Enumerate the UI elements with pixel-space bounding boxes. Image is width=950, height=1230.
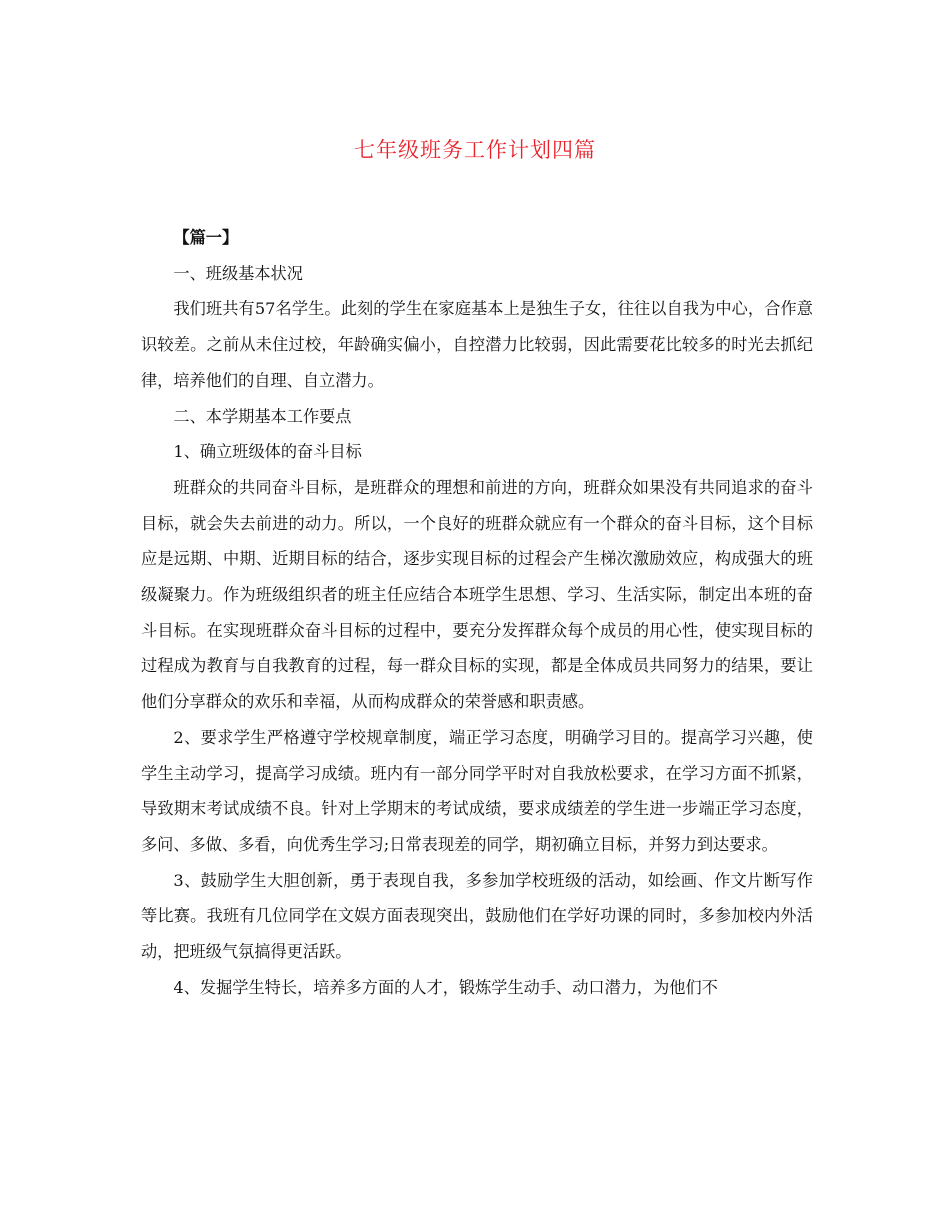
document-title: 七年级班务工作计划四篇 bbox=[354, 138, 596, 162]
paragraph-collective-goals: 班群众的共同奋斗目标，是班群众的理想和前进的方向，班群众如果没有共同追求的奋斗目标，就会失去前进的动力。所以，一个良好的班群众就应有一个群众的奋斗目标，这个目标应是远期、中期、近期目标的结合，逐步实现目标的过程会产生梯次激励效应，构成强大的班级凝聚力。作为班级组织者的班主任应结合本班学生思想、学习、生活实际，制定出本班的奋斗目标。在实现班群众奋斗目标的过程中，要充分发挥群众每个成员的用心性，使实现目标的过程成为教育与自我教育的过程，每一群众目标的实现，都是全体成员共同努力的结果，要让他们分享群众的欢乐和幸福，从而构成群众的荣誉感和职责感。 bbox=[141, 477, 813, 712]
paragraph-point-2-rules: 2、要求学生严格遵守学校规章制度，端正学习态度，明确学习目的。提高学习兴趣，使学生主动学习，提高学习成绩。班内有一部分同学平时对自我放松要求，在学习方面不抓紧，导致期末考试成绩不良。针对上学期末的考试成绩，要求成绩差的学生进一步端正学习态度，多问、多做、多看，向优秀生学习;日常表现差的同学，期初确立目标，并努力到达要求。 bbox=[141, 727, 813, 854]
document-body bbox=[141, 220, 813, 1005]
section-label-part-one: 【篇一】 bbox=[173, 228, 239, 247]
heading-establish-goals: 1、确立班级体的奋斗目标 bbox=[173, 442, 362, 462]
heading-semester-work-points: 二、本学期基本工作要点 bbox=[173, 406, 352, 426]
paragraph-point-4-talents: 4、发掘学生特长，培养多方面的人才，锻炼学生动手、动口潜力，为他们不 bbox=[173, 977, 718, 997]
paragraph-point-3-creativity: 3、鼓励学生大胆创新，勇于表现自我，多参加学校班级的活动，如绘画、作文片断写作等比赛。我班有几位同学在文娱方面表现突出，鼓励他们在学好功课的同时，多参加校内外活动，把班级气氛搞得更活跃。 bbox=[141, 870, 813, 962]
heading-class-basic-situation: 一、班级基本状况 bbox=[173, 263, 303, 283]
paragraph-class-overview: 我们班共有57名学生。此刻的学生在家庭基本上是独生子女，往往以自我为中心，合作意识较差。之前从未住过校，年龄确实偏小，自控潜力比较弱，因此需要花比较多的时光去抓纪律，培养他们的自理、自立潜力。 bbox=[141, 299, 813, 390]
